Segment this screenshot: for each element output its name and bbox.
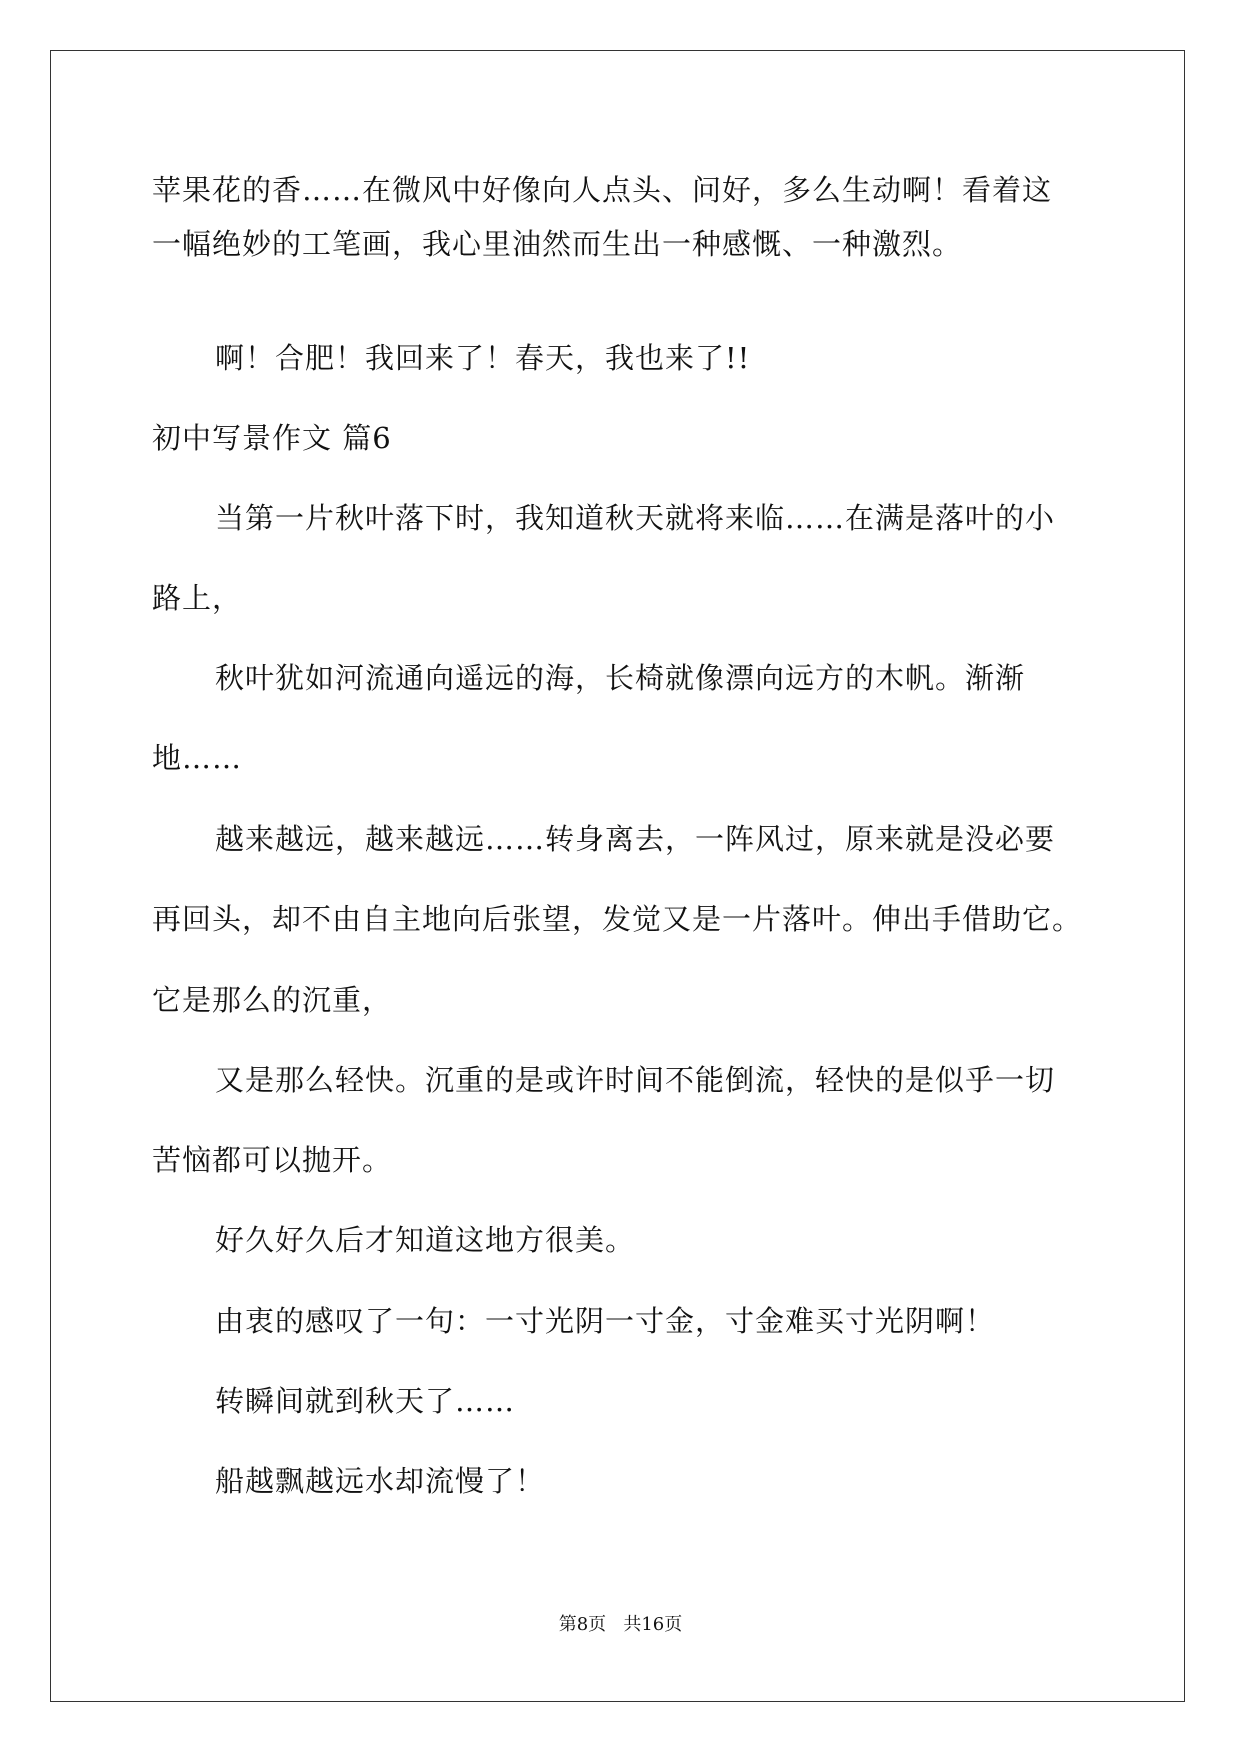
page-footer: 第8页 共16页 xyxy=(558,1614,683,1635)
text-line-8: 地…… xyxy=(152,741,243,775)
text-line-16: 转瞬间就到秋天了…… xyxy=(215,1384,516,1418)
section-heading: 初中写景作文 篇6 xyxy=(152,421,392,455)
text-line-5: 当第一片秋叶落下时，我知道秋天就将来临……在满是落叶的小 xyxy=(215,501,1056,535)
text-line-6: 路上， xyxy=(152,581,243,615)
text-line-11: 它是那么的沉重， xyxy=(152,983,393,1017)
text-line-2: 一幅绝妙的工笔画，我心里油然而生出一种感慨、一种激烈。 xyxy=(152,227,963,261)
text-line-15: 由衷的感叹了一句：一寸光阴一寸金，寸金难买寸光阴啊！ xyxy=(215,1304,996,1338)
text-line-12: 又是那么轻快。沉重的是或许时间不能倒流，轻快的是似乎一切 xyxy=(215,1063,1056,1097)
text-line-1: 苹果花的香……在微风中好像向人点头、问好，多么生动啊！看着这 xyxy=(152,173,1053,207)
text-line-14: 好久好久后才知道这地方很美。 xyxy=(215,1223,636,1257)
text-line-17: 船越飘越远水却流慢了！ xyxy=(215,1464,546,1498)
text-line-13: 苦恼都可以抛开。 xyxy=(152,1143,393,1177)
text-line-9: 越来越远，越来越远……转身离去，一阵风过，原来就是没必要 xyxy=(215,822,1056,856)
text-line-7: 秋叶犹如河流通向遥远的海，长椅就像漂向远方的木帆。渐渐 xyxy=(215,661,1026,695)
text-line-3: 啊！合肥！我回来了！春天，我也来了!! xyxy=(215,341,751,375)
page-border xyxy=(50,50,1185,1702)
text-line-10: 再回头，却不由自主地向后张望，发觉又是一片落叶。伸出手借助它。 xyxy=(152,902,1083,936)
